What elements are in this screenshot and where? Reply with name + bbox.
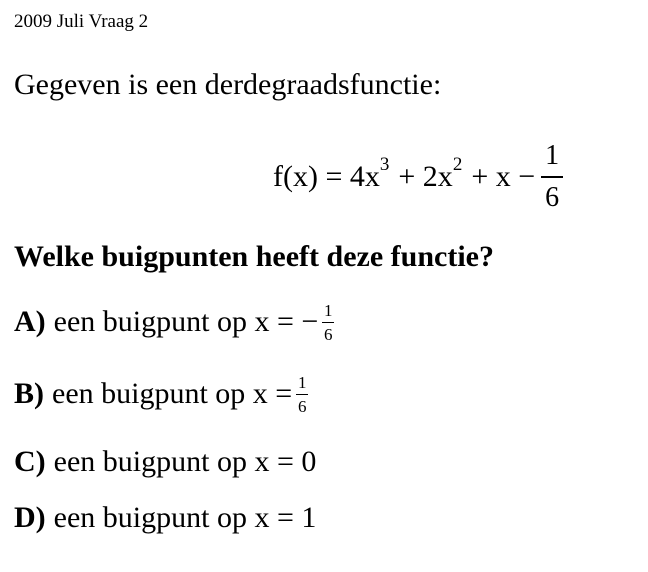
option-a[interactable]: [14, 302, 334, 342]
option-d-text: een buigpunt op x = 1: [53, 501, 317, 534]
option-a-letter: A): [14, 305, 46, 338]
option-c-letter: C): [14, 445, 46, 478]
option-d-letter: D): [14, 501, 46, 534]
option-c-text: een buigpunt op x = 0: [53, 445, 317, 478]
formula-fraction: [541, 142, 563, 212]
formula-exponent-3: 3: [379, 154, 390, 175]
formula-exponent-2: 2: [452, 154, 463, 175]
function-formula: [273, 140, 563, 214]
formula-rest: + x −: [471, 160, 536, 193]
option-a-text: een buigpunt op x = −: [53, 305, 319, 338]
formula-lhs: f(x) = 4x: [273, 160, 380, 193]
option-b-letter: B): [14, 377, 44, 410]
option-b-fraction-numerator: 1: [297, 372, 307, 392]
option-b-fraction: [296, 374, 308, 415]
intro-text: Gegeven is een derdegraadsfunctie:: [14, 68, 442, 101]
option-b-fraction-denominator: 6: [297, 396, 307, 416]
formula-fraction-denominator: 6: [545, 182, 560, 213]
option-d[interactable]: [14, 498, 316, 538]
option-a-fraction-denominator: 6: [324, 324, 333, 344]
option-c[interactable]: [14, 442, 316, 482]
option-b-text: een buigpunt op x =: [52, 377, 293, 410]
option-a-fraction-numerator: 1: [324, 300, 333, 320]
formula-term-2x: + 2x: [398, 160, 453, 193]
question-text: Welke buigpunten heeft deze functie?: [14, 240, 494, 273]
exam-header: 2009 Juli Vraag 2: [14, 11, 149, 32]
formula-fraction-numerator: 1: [545, 140, 560, 171]
option-b[interactable]: [14, 374, 308, 414]
option-a-fraction: [322, 302, 334, 343]
